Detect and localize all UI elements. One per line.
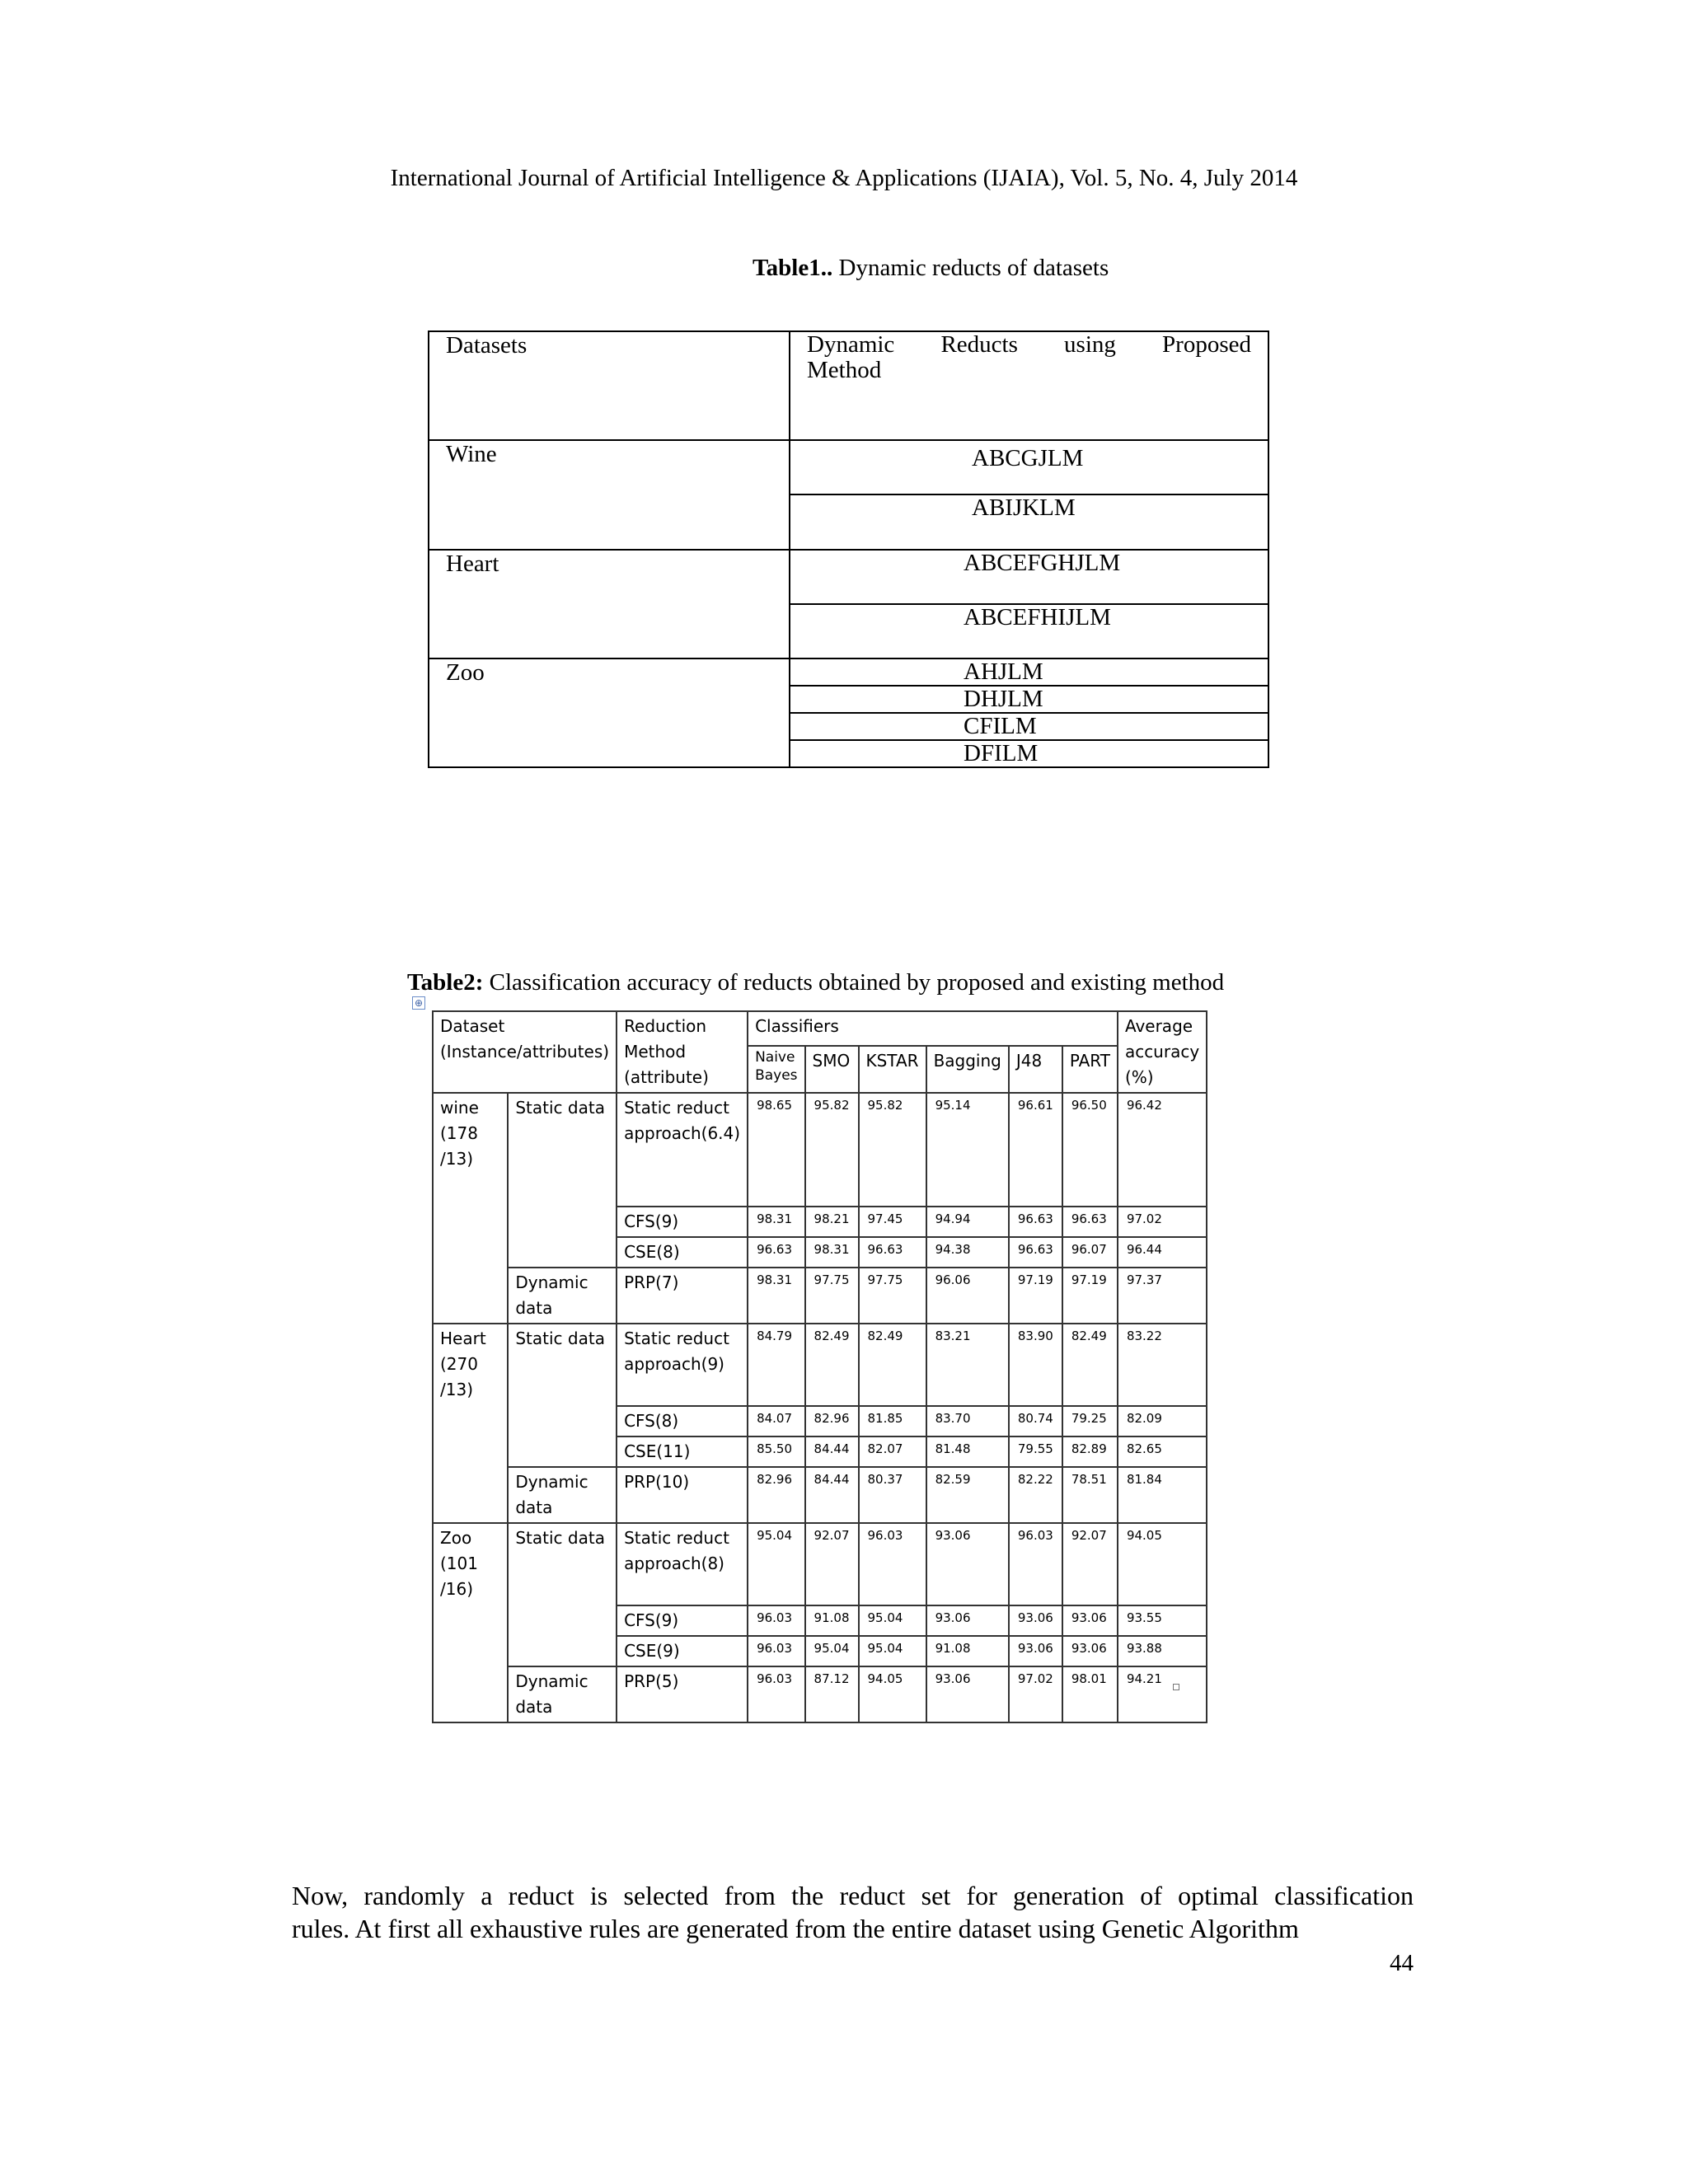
table2-method-cell: CSE(11) [617, 1436, 748, 1467]
table1-reduct: DHJLM [790, 686, 1268, 713]
table2-data-type-cell: Dynamic data [508, 1268, 617, 1324]
table2-header-dataset: Dataset (Instance/attributes) [433, 1011, 617, 1093]
table2-value-cell: 96.03 [748, 1636, 804, 1666]
table2-value-cell: 93.06 [926, 1523, 1009, 1605]
table1-header-reducts-line1: Dynamic Reducts using Proposed [807, 331, 1251, 358]
table2-value-cell: 93.06 [1062, 1636, 1118, 1666]
table2-data-type-cell: Static data [508, 1523, 617, 1666]
table2-value-cell: 93.06 [1062, 1605, 1118, 1636]
table2-average-cell: 83.22 [1118, 1324, 1207, 1406]
table2-value-cell: 96.03 [859, 1523, 926, 1605]
table2-value-cell: 81.85 [859, 1406, 926, 1436]
table2-header-classifier: J48 [1009, 1046, 1062, 1093]
table2-value-cell: 92.07 [805, 1523, 859, 1605]
table2-header-classifier: Naive Bayes [748, 1046, 804, 1093]
table2-value-cell: 98.65 [748, 1093, 804, 1207]
table2-dataset-cell: wine (178 /13) [433, 1093, 508, 1324]
table2-method-cell: CSE(9) [617, 1636, 748, 1666]
table2-value-cell: 98.31 [805, 1237, 859, 1268]
table2-value-cell: 98.01 [1062, 1666, 1118, 1722]
table2-value-cell: 82.89 [1062, 1436, 1118, 1467]
table2-value-cell: 97.19 [1062, 1268, 1118, 1324]
table2-value-cell: 97.19 [1009, 1268, 1062, 1324]
table2-value-cell: 82.59 [926, 1467, 1009, 1523]
table2-value-cell: 95.04 [805, 1636, 859, 1666]
table2-header-classifiers: Classifiers [748, 1011, 1118, 1046]
table2-body [433, 1093, 1207, 1722]
dynamic-reducts-table [428, 330, 1269, 768]
table2-value-cell: 79.25 [1062, 1406, 1118, 1436]
table1-reduct: DFILM [790, 740, 1268, 767]
table2-value-cell: 82.96 [748, 1467, 804, 1523]
table2-average-cell: 82.65 [1118, 1436, 1207, 1467]
table2-value-cell: 93.06 [1009, 1636, 1062, 1666]
table2-header-classifier: SMO [805, 1046, 859, 1093]
table2-caption-text: Classification accuracy of reducts obtained by proposed and existing method [489, 969, 1225, 996]
table2-value-cell: 98.31 [748, 1207, 804, 1237]
table2-value-cell: 96.03 [748, 1666, 804, 1722]
table2-value-cell: 97.75 [859, 1268, 926, 1324]
table2-value-cell: 96.63 [1009, 1237, 1062, 1268]
table2-value-cell: 84.79 [748, 1324, 804, 1406]
table2-value-cell: 95.04 [859, 1605, 926, 1636]
table2-value-cell: 80.74 [1009, 1406, 1062, 1436]
running-head: International Journal of Artificial Intelligence & Applications (IJAIA), Vol. 5, No. 4, July 2014 [390, 165, 1298, 191]
table2-average-cell: 97.37 [1118, 1268, 1207, 1324]
table2-value-cell: 79.55 [1009, 1436, 1062, 1467]
table2-value-cell: 95.82 [859, 1093, 926, 1207]
table2-method-cell: PRP(7) [617, 1268, 748, 1324]
table2-method-cell: CFS(8) [617, 1406, 748, 1436]
table2-average-cell: 93.88 [1118, 1636, 1207, 1666]
table2-header-classifier: PART [1062, 1046, 1118, 1093]
table2-row [433, 1268, 1207, 1324]
table2-value-cell: 94.38 [926, 1237, 1009, 1268]
table2-value-cell: 82.07 [859, 1436, 926, 1467]
table2-value-cell: 98.31 [748, 1268, 804, 1324]
table2-average-cell: 82.09 [1118, 1406, 1207, 1436]
table2-value-cell: 83.90 [1009, 1324, 1062, 1406]
table2-value-cell: 96.06 [926, 1268, 1009, 1324]
table2-value-cell: 97.45 [859, 1207, 926, 1237]
table2-value-cell: 94.05 [859, 1666, 926, 1722]
table2-average-cell: 97.02 [1118, 1207, 1207, 1237]
table2-value-cell: 87.12 [805, 1666, 859, 1722]
table2-method-cell: PRP(5) [617, 1666, 748, 1722]
table2-average-cell: 94.05 [1118, 1523, 1207, 1605]
table2-value-cell: 82.49 [859, 1324, 926, 1406]
table2-average-cell: 96.42 [1118, 1093, 1207, 1207]
table2-header-method: Reduction Method (attribute) [617, 1011, 748, 1093]
table2-dataset-cell: Zoo (101 /16) [433, 1523, 508, 1722]
table-resize-handle[interactable] [1173, 1684, 1179, 1690]
table2-value-cell: 82.22 [1009, 1467, 1062, 1523]
table1-caption-text: Dynamic reducts of datasets [838, 255, 1109, 281]
table2-value-cell: 93.06 [1009, 1605, 1062, 1636]
table2-method-cell: CFS(9) [617, 1207, 748, 1237]
table2-data-type-cell: Dynamic data [508, 1467, 617, 1523]
table2-value-cell: 82.96 [805, 1406, 859, 1436]
table2-method-cell: PRP(10) [617, 1467, 748, 1523]
table2-value-cell: 97.75 [805, 1268, 859, 1324]
table2-value-cell: 91.08 [805, 1605, 859, 1636]
table2-value-cell: 96.03 [1009, 1523, 1062, 1605]
table2-value-cell: 95.14 [926, 1093, 1009, 1207]
table2-value-cell: 83.21 [926, 1324, 1009, 1406]
table2-value-cell: 96.61 [1009, 1093, 1062, 1207]
table2-value-cell: 84.44 [805, 1467, 859, 1523]
table2-data-type-cell: Static data [508, 1324, 617, 1467]
body-text-line: rules. At first all exhaustive rules are generated from the entire dataset using Genetic Algorithm [292, 1914, 1299, 1943]
table1-dataset-heart: Heart [429, 550, 790, 658]
table2-value-cell: 94.94 [926, 1207, 1009, 1237]
table1-reduct: AHJLM [790, 658, 1268, 686]
table1-reduct: CFILM [790, 713, 1268, 740]
table2-data-type-cell: Static data [508, 1093, 617, 1268]
table2-row [433, 1467, 1207, 1523]
table-move-handle-icon[interactable]: ⊕ [412, 996, 425, 1010]
table2-row [433, 1666, 1207, 1722]
table2-method-cell: Static reduct approach(9) [617, 1324, 748, 1406]
table2-header-classifier: Bagging [926, 1046, 1009, 1093]
table2-method-cell: CFS(9) [617, 1605, 748, 1636]
table2-row [433, 1093, 1207, 1207]
table2-method-cell: Static reduct approach(6.4) [617, 1093, 748, 1207]
classification-accuracy-table [432, 1010, 1207, 1723]
table2-value-cell: 95.04 [859, 1636, 926, 1666]
table1-header-reducts-line2: Method [807, 357, 882, 383]
table2-value-cell: 96.63 [1009, 1207, 1062, 1237]
table2-value-cell: 93.06 [926, 1605, 1009, 1636]
table2-dataset-cell: Heart (270 /13) [433, 1324, 508, 1523]
table2-value-cell: 96.63 [1062, 1207, 1118, 1237]
table1-caption-label: Table1.. [753, 255, 833, 281]
table1-header-reducts [790, 331, 1268, 440]
table1-dataset-wine: Wine [429, 440, 790, 549]
table2-value-cell: 96.63 [859, 1237, 926, 1268]
table1-dataset-zoo: Zoo [429, 658, 790, 767]
table2-value-cell: 82.49 [805, 1324, 859, 1406]
table2-caption [407, 966, 1224, 999]
table2-header-classifier: KSTAR [859, 1046, 926, 1093]
table2-value-cell: 97.02 [1009, 1666, 1062, 1722]
table2-value-cell: 81.48 [926, 1436, 1009, 1467]
table1-header-datasets: Datasets [429, 331, 790, 440]
table2-row [433, 1523, 1207, 1605]
table1-reduct: ABCEFHIJLM [790, 604, 1268, 658]
table2-value-cell: 92.07 [1062, 1523, 1118, 1605]
table2-value-cell: 96.07 [1062, 1237, 1118, 1268]
table2-value-cell: 96.63 [748, 1237, 804, 1268]
table2-value-cell: 91.08 [926, 1636, 1009, 1666]
table2-value-cell: 96.03 [748, 1605, 804, 1636]
table1-caption [753, 251, 1109, 284]
table2-value-cell: 80.37 [859, 1467, 926, 1523]
table2-average-cell: 94.21 [1118, 1666, 1207, 1722]
table2-value-cell: 85.50 [748, 1436, 804, 1467]
table2-value-cell: 93.06 [926, 1666, 1009, 1722]
table1-reduct: ABIJKLM [790, 494, 1268, 549]
table1-reduct: ABCGJLM [790, 440, 1268, 494]
body-text-line: Now, randomly a reduct is selected from the reduct set for generation of optimal classification [292, 1881, 1414, 1910]
table2-value-cell: 98.21 [805, 1207, 859, 1237]
table2-value-cell: 95.82 [805, 1093, 859, 1207]
body-paragraph [292, 1879, 1414, 1945]
table2-header-average: Average accuracy (%) [1118, 1011, 1207, 1093]
table1-reduct: ABCEFGHJLM [790, 550, 1268, 604]
table2-row [433, 1324, 1207, 1406]
table2-value-cell: 95.04 [748, 1523, 804, 1605]
table2-value-cell: 82.49 [1062, 1324, 1118, 1406]
table2-value-cell: 84.44 [805, 1436, 859, 1467]
table2-method-cell: CSE(8) [617, 1237, 748, 1268]
table2-value-cell: 96.50 [1062, 1093, 1118, 1207]
table2-method-cell: Static reduct approach(8) [617, 1523, 748, 1605]
table2-average-cell: 93.55 [1118, 1605, 1207, 1636]
page-number: 44 [1390, 1950, 1414, 1976]
table2-value-cell: 78.51 [1062, 1467, 1118, 1523]
table2-average-cell: 81.84 [1118, 1467, 1207, 1523]
table2-data-type-cell: Dynamic data [508, 1666, 617, 1722]
table2-caption-label: Table2: [407, 969, 484, 996]
table2-average-cell: 96.44 [1118, 1237, 1207, 1268]
table2-value-cell: 83.70 [926, 1406, 1009, 1436]
table2-value-cell: 84.07 [748, 1406, 804, 1436]
